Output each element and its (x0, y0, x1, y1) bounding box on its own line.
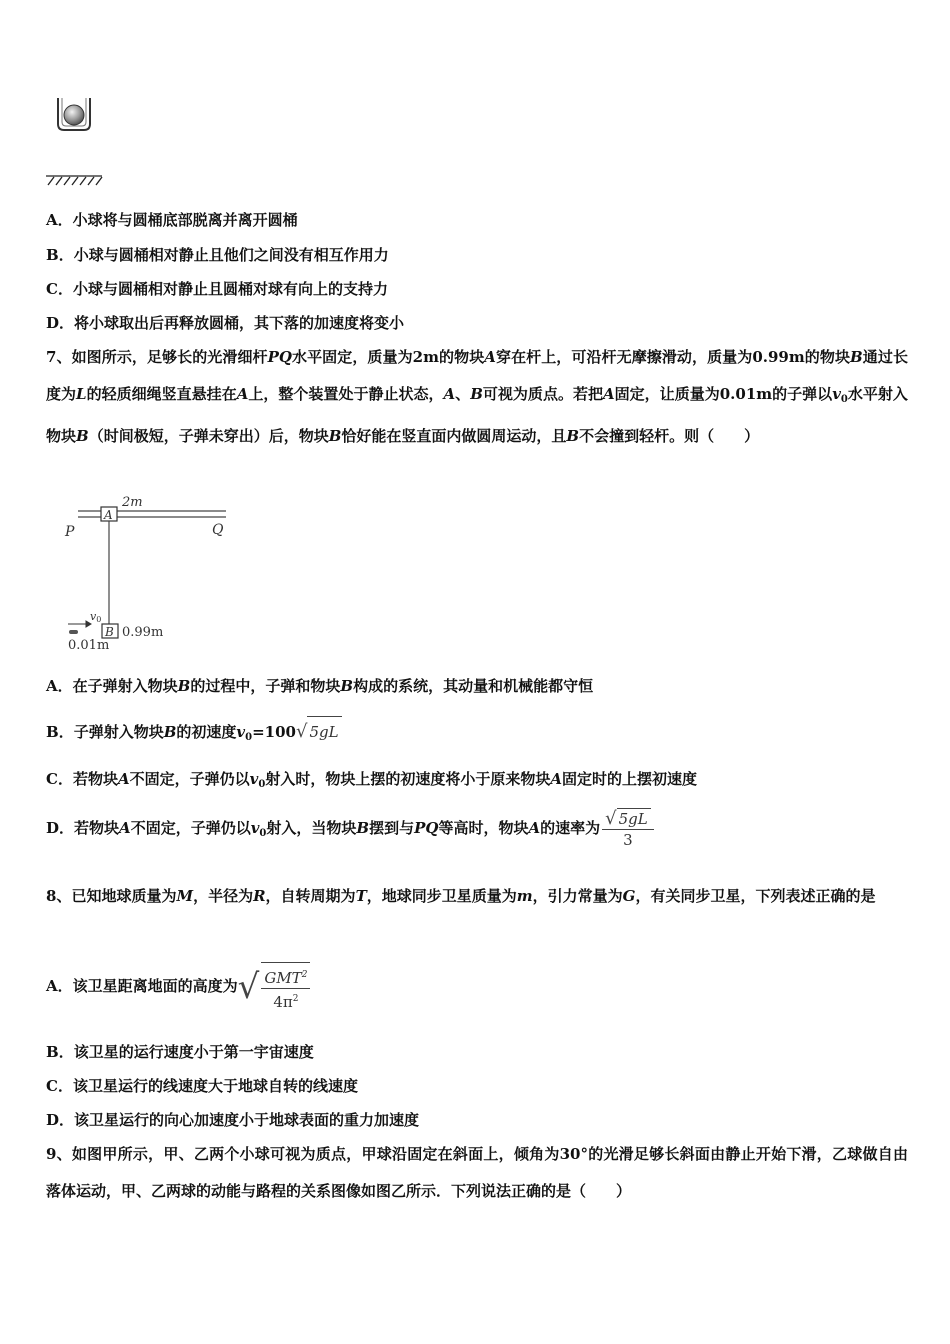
q7-option-a: A．在子弹射入物块B的过程中，子弹和物块B构成的系统，其动量和机械能都守恒 (46, 677, 594, 695)
label-q: Q (212, 522, 224, 538)
q8-option-a: A．该卫星距离地面的高度为√ $\frac{GMT^2}{4\pi^2}$ (46, 958, 312, 1015)
bucket-ball-figure (44, 90, 114, 190)
q6-option-d: D．将小球取出后再释放圆桶，其下落的加速度将变小 (46, 314, 405, 332)
q6-option-b: B．小球与圆桶相对静止且他们之间没有相互作用力 (46, 246, 389, 264)
velocity-label: v0 (90, 610, 102, 624)
fraction-sqrt5gl-over-3: $\frac{√ 5gL}{3}$ (602, 808, 654, 850)
q8-option-c: C．该卫星运行的线速度大于地球自转的线速度 (46, 1077, 358, 1095)
q7-option-d: D．若物块A不固定，子弹仍以$v_0$射入，当物块B摆到与PQ等高时，物块A的速率为 $\frac{√ 5gL}{3}$ (46, 804, 656, 858)
label-b: B (105, 625, 114, 639)
sqrt-5gl: 5gL (307, 716, 341, 747)
bullet-icon (69, 630, 78, 634)
fraction-gmt2-over-4pi2: $\frac{GMT^2}{4\pi^2}$ (261, 962, 310, 1012)
q8-option-b: B．该卫星的运行速度小于第一宇宙速度 (46, 1043, 314, 1061)
ball-icon (64, 105, 84, 125)
q6-option-c: C．小球与圆桶相对静止且圆桶对球有向上的支持力 (46, 280, 388, 298)
label-p: P (65, 524, 75, 540)
q7-option-c: C．若物块A不固定，子弹仍以$v_0$射入时，物块上摆的初速度将小于原来物块A固定时的上摆初速度 (46, 770, 697, 790)
mass-a-label: 2m (122, 495, 143, 510)
mass-b-label: 0.99m (122, 625, 164, 640)
q8-option-d: D．该卫星运行的向心加速度小于地球表面的重力加速度 (46, 1111, 420, 1129)
mass-bullet-label: 0.01m (68, 638, 110, 653)
q7-option-b: B．子弹射入物块B的初速度$v_0=100√$ 5gL (46, 716, 342, 753)
q7-rod-block-figure (60, 492, 240, 654)
q8-stem: 8、已知地球质量为M，半径为R，自转周期为T，地球同步卫星质量为m，引力常量为G，有关同步卫星，下列表述正确的是 (46, 887, 876, 905)
q6-option-a: A．小球将与圆桶底部脱离并离开圆桶 (46, 211, 298, 229)
velocity-arrow-icon (68, 621, 91, 627)
q7-stem: 7、如图所示，足够长的光滑细杆PQ水平固定，质量为2m的物块A穿在杆上，可沿杆无摩擦滑动，质量为0.99m的物块B通过长度为L的轻质细绳竖直悬挂在A上，整个装置处于静止状态，A、B可视为质点。若把A固定，让质量为0.01m的子弹以$v_0$水平射入物块B（时间极短，子弹未穿出）后，物块B恰好能在竖直面内做圆周运动，且B不会撞到轻杆。则（ ） (46, 348, 908, 445)
label-a: A (104, 508, 113, 522)
q9-stem: 9、如图甲所示，甲、乙两个小球可视为质点，甲球沿固定在斜面上，倾角为30°的光滑足够长斜面由静止开始下滑，乙球做自由落体运动，甲、乙两球的动能与路程的关系图像如图乙所示．下列说法正确的是（ ） (46, 1145, 908, 1200)
ground-hatch-icon (46, 176, 102, 185)
horizontal-rod (78, 511, 226, 517)
